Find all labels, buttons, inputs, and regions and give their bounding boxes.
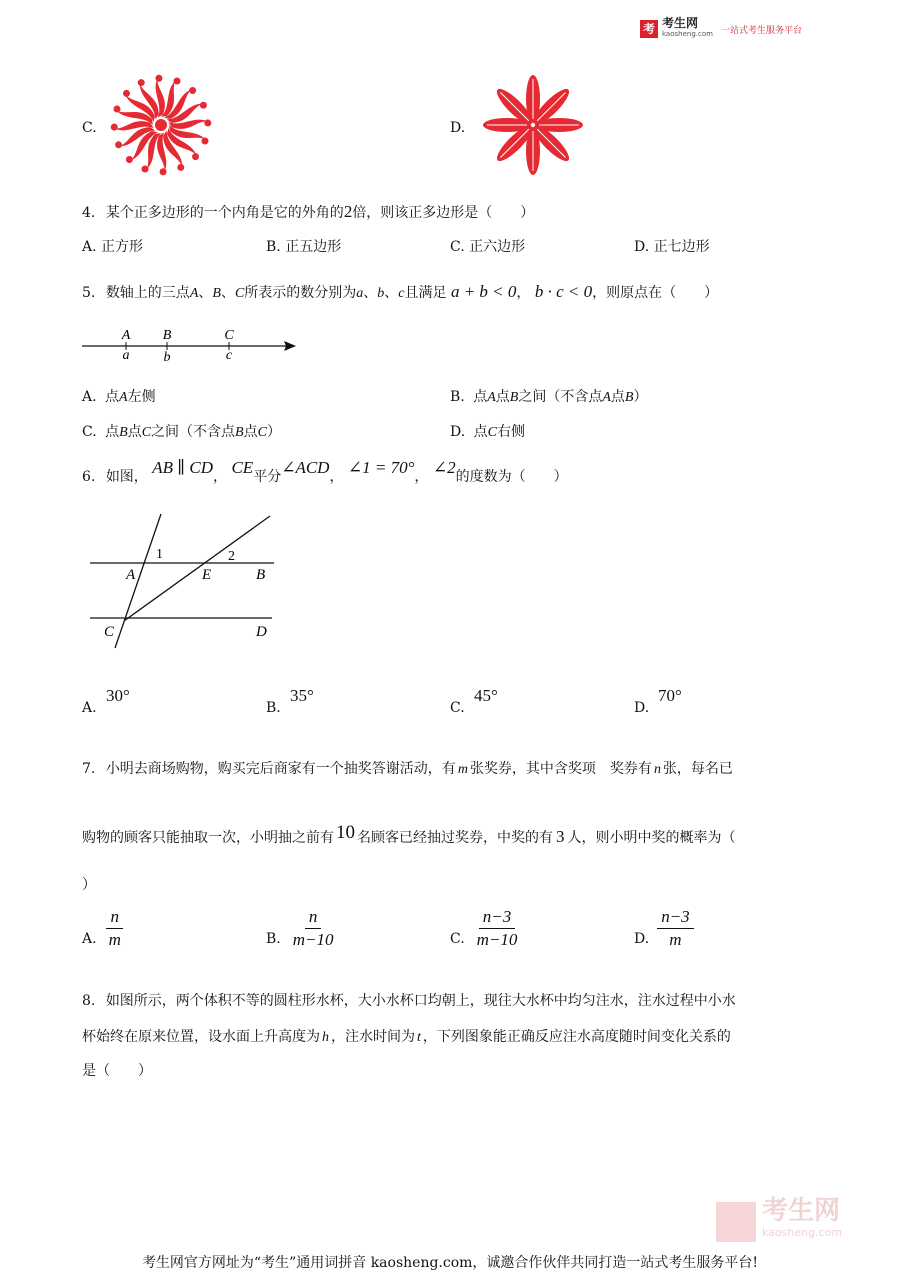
q6-option-d[interactable]	[634, 686, 754, 718]
watermark-text	[762, 1196, 843, 1244]
q6-option-a-label: A.	[82, 700, 97, 716]
logo-text	[662, 18, 713, 40]
flower-figure	[480, 72, 586, 178]
pinwheel-dot	[110, 122, 119, 131]
q7-option-c[interactable]	[450, 908, 521, 949]
watermark-domain: kaosheng.com	[762, 1226, 843, 1239]
q5-option-b-v2: B	[509, 390, 519, 405]
parallel-lines-figure	[84, 508, 284, 652]
q7-line2-b: 名顾客已经抽过奖券，中奖的有	[357, 830, 553, 846]
q5-stem-d: ，则原点在（ ）	[592, 285, 719, 301]
pinwheel-dot	[114, 140, 124, 150]
q7-line-2	[82, 822, 736, 848]
q4-stem-a: 某个正多边形的一个内角是它的外角的	[105, 205, 344, 221]
number-line-figure	[80, 322, 302, 364]
q5-option-d[interactable]	[450, 421, 525, 441]
q7-line-1	[82, 758, 733, 778]
q6-stem-b: 的度数为（ ）	[455, 469, 568, 485]
q5-option-c-label: C.	[82, 424, 97, 440]
q8-line2-a: 杯始终在原来位置，设水面上升高度为	[82, 1029, 320, 1045]
q7-line2-a: 购物的顾客只能抽取一次，小明抽之前有	[82, 830, 334, 846]
pinwheel-dot	[142, 166, 149, 173]
q6-option-a-value: 30°	[106, 686, 130, 705]
q5-option-d-v1: C	[487, 425, 497, 440]
q4-option-b-label: B.	[266, 239, 281, 255]
q5-option-d-pre: 点	[473, 424, 488, 440]
q5-option-b-v4: B	[624, 390, 634, 405]
q5-option-c-v3: B	[235, 425, 244, 440]
q8-line2-b: ，注水时间为	[331, 1029, 415, 1045]
q5-option-b[interactable]	[450, 386, 647, 406]
logo-name: 考生网	[662, 16, 699, 30]
q7-option-b[interactable]	[266, 908, 338, 949]
q5-option-c-post: 之间（不含点	[151, 424, 236, 440]
q7-number: 7.	[82, 761, 96, 777]
q7-option-b-label: B.	[266, 930, 281, 947]
q7-option-b-numerator: n	[305, 908, 322, 929]
q5-condition-1: a + b < 0	[450, 282, 517, 301]
q5-var-c: c	[398, 286, 405, 301]
pinwheel-dot	[136, 78, 146, 88]
q4-option-d[interactable]	[634, 236, 710, 256]
q7-option-a-numerator: n	[106, 908, 123, 929]
q6-relation-angle1: ∠1 = 70°	[347, 458, 415, 477]
q7-line1-a: 小明去商场购物，购买完后商家有一个抽奖答谢活动，有	[105, 761, 456, 777]
q6-stem-a: 如图，	[105, 469, 148, 485]
q6-bisects: 平分	[253, 469, 282, 485]
q5-option-c-mid2: 点	[243, 424, 258, 440]
watermark-name: 考生网	[762, 1196, 841, 1226]
pinwheel-figure	[108, 72, 214, 178]
q8-number: 8.	[82, 993, 96, 1009]
flower-petal-vein	[500, 129, 528, 157]
q4-stem-num: 2	[343, 202, 353, 221]
q5-point-b: B	[212, 286, 221, 301]
q5-comma: ，	[516, 285, 531, 301]
q8-line-1	[82, 990, 736, 1010]
pinwheel-dot	[176, 162, 186, 172]
q8-line-3: 是（ ）	[82, 1063, 152, 1079]
q4-option-c[interactable]	[450, 236, 525, 256]
q3-option-c-label[interactable]: C.	[82, 120, 97, 136]
q6-option-c-value: 45°	[474, 686, 498, 705]
label-point-b: B	[256, 567, 266, 583]
q8-var-t: t	[417, 1030, 421, 1045]
axis-label-lower-c: c	[225, 348, 233, 363]
pinwheel-dot	[158, 167, 167, 176]
q7-option-a-fraction	[105, 908, 125, 949]
q6-option-b-label: B.	[266, 700, 281, 716]
q7-var-n: n	[653, 762, 661, 777]
q7-option-d-label: D.	[634, 930, 650, 947]
q4-stem	[82, 202, 534, 222]
q7-line1-b: 张奖券，其中含奖项 奖券有	[469, 761, 652, 777]
q7-option-b-denominator: m−10	[292, 930, 334, 949]
q7-num-3: 3	[556, 827, 565, 846]
q6-relation-parallel: AB ∥ CD	[152, 458, 214, 477]
q5-option-a-pre: 点	[105, 389, 120, 405]
q5-option-b-label: B.	[450, 389, 465, 405]
q7-var-m: m	[457, 762, 468, 777]
pinwheel-dot	[188, 86, 197, 95]
flower-petal-vein	[500, 92, 528, 120]
flower-petal-vein	[537, 92, 565, 120]
q5-sep4: 、	[384, 285, 399, 301]
q6-option-b[interactable]	[266, 686, 386, 718]
pinwheel-dot	[191, 152, 200, 161]
q5-option-d-post: 右侧	[496, 424, 525, 440]
q4-option-d-label: D.	[634, 239, 650, 255]
q5-condition-2: b · c < 0	[534, 282, 593, 301]
label-point-c: C	[104, 624, 115, 640]
pinwheel-dot	[125, 155, 134, 164]
q5-sep2: 、	[220, 285, 235, 301]
q6-option-c-label: C.	[450, 700, 465, 716]
axis-label-upper-b: B	[162, 328, 172, 343]
q5-option-a[interactable]	[82, 386, 156, 406]
q5-option-c-v1: B	[119, 425, 128, 440]
label-angle-2: 2	[228, 549, 235, 564]
q5-option-c[interactable]	[82, 421, 281, 441]
pinwheel-dot	[122, 89, 131, 98]
q6-option-a[interactable]	[82, 686, 202, 718]
q5-option-a-label: A.	[82, 389, 97, 405]
axis-label-upper-a: A	[121, 328, 131, 343]
q6-relation-angle2: ∠2	[432, 458, 456, 477]
label-point-a: A	[126, 567, 136, 583]
q5-sep1: 、	[198, 285, 213, 301]
q4-option-b[interactable]	[266, 236, 341, 256]
q7-option-c-denominator: m−10	[476, 930, 518, 949]
q5-option-a-post: 左侧	[127, 389, 156, 405]
label-angle-1: 1	[156, 547, 163, 562]
q5-stem-b: 所表示的数分别为	[244, 285, 357, 301]
q6-option-d-label: D.	[634, 700, 650, 716]
q5-point-c: C	[234, 286, 245, 301]
q5-option-b-mid: 点	[495, 389, 510, 405]
q7-option-d-denominator: m	[669, 930, 682, 949]
q7-option-c-numerator: n−3	[479, 908, 515, 929]
q5-option-b-mid2: 点	[610, 389, 625, 405]
q4-option-c-text: 正六边形	[469, 239, 526, 255]
flower-petal-vein	[537, 129, 565, 157]
q7-option-d[interactable]	[634, 908, 694, 949]
axis-label-lower-a: a	[122, 348, 130, 363]
segment-ce	[124, 516, 270, 621]
q4-number: 4.	[82, 205, 96, 221]
q7-option-b-fraction	[289, 908, 338, 949]
q7-option-d-fraction	[657, 908, 693, 949]
q3-option-d-label[interactable]: D.	[450, 120, 466, 136]
q6-option-d-value: 70°	[658, 686, 682, 705]
q7-line1-c: 张，每名已	[662, 761, 733, 777]
q5-stem-c: 且满足	[404, 285, 447, 301]
q5-sep3: 、	[363, 285, 378, 301]
q7-option-a-denominator: m	[108, 930, 121, 949]
watermark	[716, 1196, 843, 1244]
label-point-e: E	[202, 567, 212, 583]
pinwheel-dot	[198, 100, 208, 110]
q6-comma3: ，	[414, 469, 429, 485]
logo-mark-icon: 考	[640, 20, 658, 38]
transversal-ac	[115, 514, 161, 648]
q5-option-c-v2: C	[141, 425, 152, 440]
axis-label-lower-b: b	[163, 350, 171, 364]
q4-option-c-label: C.	[450, 239, 465, 255]
q8-line-2	[82, 1026, 731, 1046]
q7-option-c-fraction	[473, 908, 522, 949]
q5-option-c-end: ）	[266, 424, 281, 440]
q5-option-b-v3: A	[602, 390, 611, 405]
q7-option-a-label: A.	[82, 930, 97, 947]
q5-option-d-label: D.	[450, 424, 466, 440]
q7-num-10: 10	[336, 822, 355, 843]
q4-option-a-label: A.	[82, 239, 97, 255]
q4-stem-b: 倍，则该正多边形是（ ）	[352, 205, 535, 221]
q5-number: 5.	[82, 285, 96, 301]
q5-option-a-v1: A	[119, 390, 128, 405]
pinwheel-dot	[203, 118, 212, 127]
q8-line1: 如图所示，两个体积不等的圆柱形水杯，大小水杯口均朝上，现往大水杯中均匀注水，注水过程中小水	[105, 993, 736, 1009]
q6-number: 6.	[82, 469, 96, 485]
q6-relation-ce: CE	[231, 458, 254, 477]
q5-option-c-pre: 点	[105, 424, 120, 440]
pinwheel-dot	[174, 78, 181, 85]
q5-var-a: a	[356, 286, 364, 301]
q5-option-b-post: 之间（不含点	[518, 389, 603, 405]
q8-line2-c: ，下列图象能正确反应注水高度随时间变化关系的	[422, 1029, 731, 1045]
q4-option-a[interactable]	[82, 236, 143, 256]
axis-label-upper-c: C	[224, 328, 234, 343]
header-logo[interactable]	[640, 18, 802, 40]
q5-stem	[82, 282, 718, 302]
q7-line-3: ）	[82, 877, 96, 893]
logo-domain: kaosheng.com	[662, 30, 713, 38]
label-point-d: D	[256, 624, 267, 640]
pinwheel-dot	[154, 74, 163, 83]
q4-option-b-text: 正五边形	[285, 239, 342, 255]
footer-text: 考生网官方网址为“考生”通用词拼音 kaosheng.com，诚邀合作伙伴共同打造一站式考生服务平台!	[141, 1255, 759, 1271]
q4-option-a-text: 正方形	[101, 239, 144, 255]
q5-option-c-v4: C	[257, 425, 267, 440]
q5-var-b: b	[377, 286, 385, 301]
logo-slogan: 一站式考生服务平台	[720, 25, 802, 36]
q7-option-a[interactable]	[82, 908, 125, 949]
q7-option-d-numerator: n−3	[657, 908, 693, 929]
q6-comma2: ，	[329, 469, 344, 485]
q5-point-a: A	[189, 286, 199, 301]
q5-option-b-end: ）	[633, 389, 648, 405]
q8-var-h: h	[322, 1030, 329, 1045]
q5-option-b-pre: 点	[473, 389, 488, 405]
pinwheel-dot	[202, 138, 209, 145]
q7-option-c-label: C.	[450, 930, 465, 947]
q5-option-c-mid: 点	[127, 424, 142, 440]
q6-relation-angle-acd: ∠ACD	[281, 458, 330, 477]
q6-comma1: ，	[213, 469, 228, 485]
pinwheel-dot	[114, 106, 121, 113]
q5-option-b-v1: A	[487, 390, 496, 405]
watermark-logo-icon	[716, 1202, 756, 1242]
q5-stem-a: 数轴上的三点	[105, 285, 190, 301]
q4-option-d-text: 正七边形	[653, 239, 710, 255]
q6-option-c[interactable]	[450, 686, 570, 718]
q6-option-b-value: 35°	[290, 686, 314, 705]
q6-stem	[82, 458, 568, 495]
q7-line2-c: 人，则小明中奖的概率为（	[567, 830, 736, 846]
